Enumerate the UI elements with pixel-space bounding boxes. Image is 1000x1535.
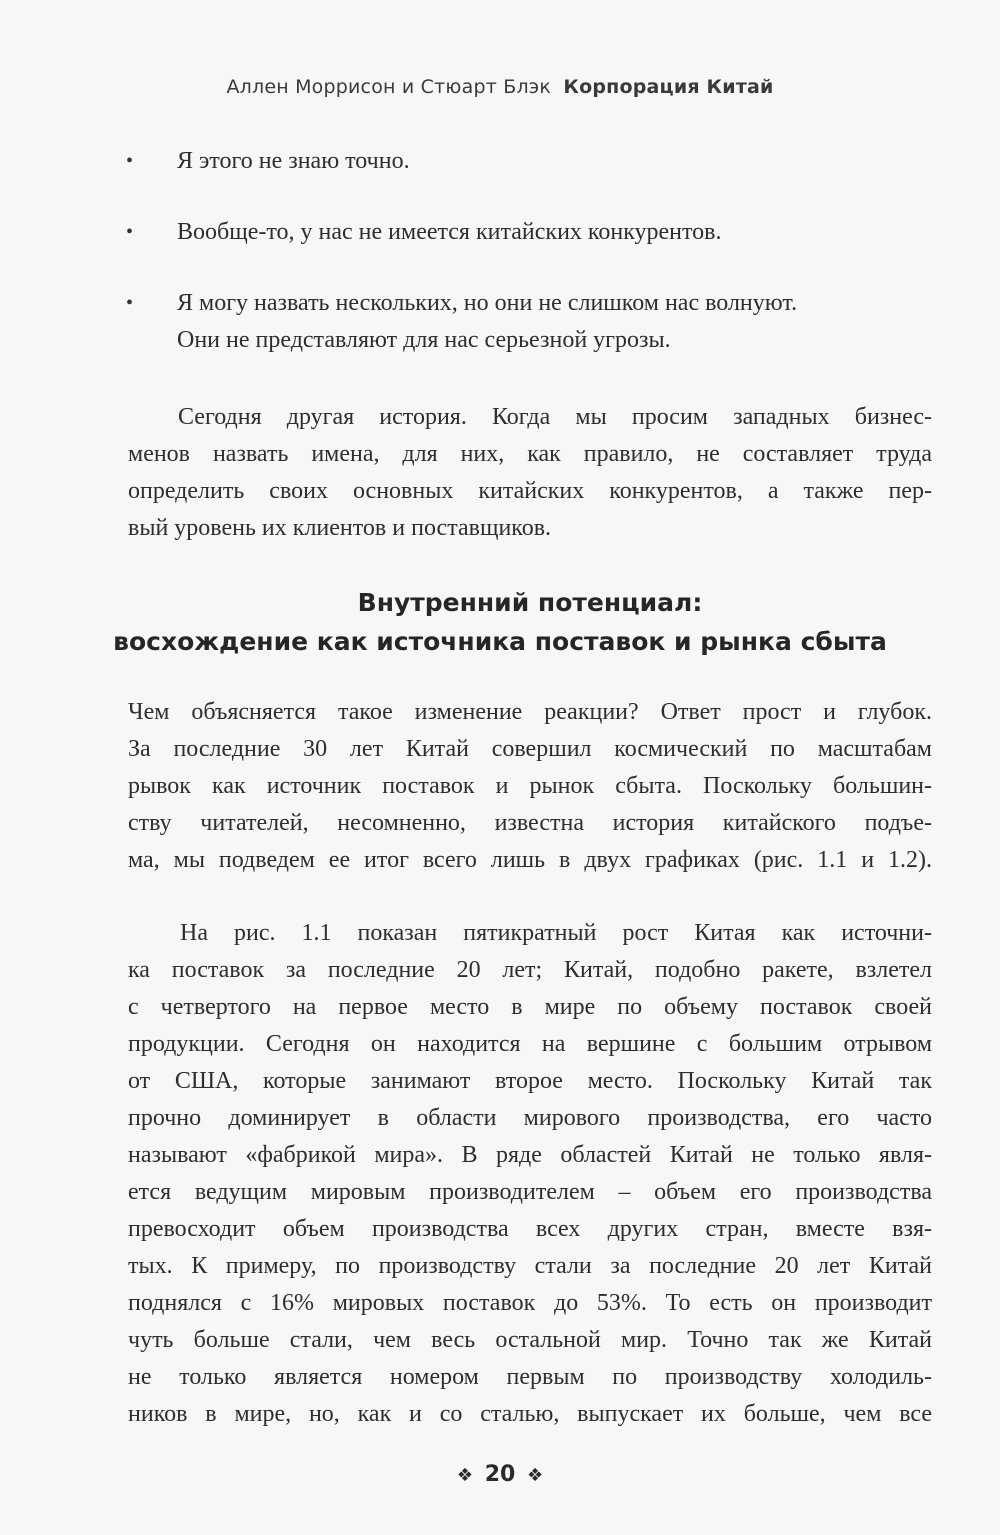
page-number — [0, 1462, 1000, 1487]
bullet-item — [120, 285, 932, 359]
ornament-icon: ❖ — [456, 1465, 474, 1486]
text-line: называют «фабрикой мира». В ряде областей Китай не только явля- — [128, 1142, 932, 1168]
bullet-text: Они не представляют для нас серьезной угрозы. — [177, 327, 671, 353]
bullet-list — [120, 143, 932, 393]
running-header — [0, 76, 1000, 98]
bullet-dot-icon: • — [126, 292, 134, 314]
text-line: рывок как источник поставок и рынок сбыта. Поскольку большин- — [128, 773, 932, 799]
text-line: вый уровень их клиентов и поставщиков. — [128, 515, 552, 541]
bullet-item — [120, 214, 932, 251]
text-line: ка поставок за последние 20 лет; Китай, подобно ракете, взлетел — [128, 957, 932, 983]
paragraph — [128, 399, 932, 547]
text-line: ется ведущим мировым производителем – объем его производства — [128, 1179, 932, 1205]
section-heading-line: Внутренний потенциал: — [357, 588, 703, 617]
text-line: Сегодня другая история. Когда мы просим западных бизнес- — [178, 404, 932, 430]
bullet-text: Я этого не знаю точно. — [177, 148, 410, 174]
text-line: продукции. Сегодня он находится на вершине с большим отрывом — [128, 1031, 932, 1057]
page-number-value: 20 — [484, 1462, 516, 1487]
text-line: тых. К примеру, по производству стали за последние 20 лет Китай — [128, 1253, 932, 1279]
text-line: На рис. 1.1 показан пятикратный рост Китая как источни- — [180, 920, 932, 946]
text-line: превосходит объем производства всех других стран, вместе взя- — [128, 1216, 932, 1242]
section-heading-line: восхождение как источника поставок и рынка сбыта — [113, 627, 887, 656]
text-line: ников в мире, но, как и со сталью, выпускает их больше, чем все — [128, 1401, 932, 1427]
text-line: от США, которые занимают второе место. Поскольку Китай так — [128, 1068, 932, 1094]
text-line: ству читателей, несомненно, известна история китайского подъе- — [128, 810, 932, 836]
text-line: прочно доминирует в области мирового производства, его часто — [128, 1105, 932, 1131]
header-book-title: Корпорация Китай — [563, 76, 774, 98]
text-line: не только является номером первым по производству холодиль- — [128, 1364, 932, 1390]
text-line: поднялся с 16% мировых поставок до 53%. То есть он производит — [128, 1290, 932, 1316]
paragraph — [128, 915, 932, 1433]
text-line: ма, мы подведем ее итог всего лишь в двух графиках (рис. 1.1 и 1.2). — [128, 847, 932, 873]
text-line: чуть больше стали, чем весь остальной мир. Точно так же Китай — [128, 1327, 932, 1353]
header-authors: Аллен Моррисон и Стюарт Блэк — [226, 76, 552, 98]
bullet-dot-icon: • — [126, 150, 134, 172]
text-line: с четвертого на первое место в мире по объему поставок своей — [128, 994, 932, 1020]
text-line: За последние 30 лет Китай совершил космический по масштабам — [128, 736, 932, 762]
text-line: определить своих основных китайских конкурентов, а также пер- — [128, 478, 932, 504]
ornament-icon: ❖ — [526, 1465, 544, 1486]
bullet-dot-icon: • — [126, 221, 134, 243]
paragraph — [128, 694, 932, 879]
bullet-item — [120, 143, 932, 180]
text-line: Чем объясняется такое изменение реакции? Ответ прост и глубок. — [128, 699, 932, 725]
text-line: менов назвать имена, для них, как правило, не составляет труда — [128, 441, 932, 467]
bullet-text: Вообще-то, у нас не имеется китайских конкурентов. — [177, 219, 722, 245]
bullet-text: Я могу назвать нескольких, но они не слишком нас волнуют. — [177, 290, 798, 316]
section-heading — [0, 583, 1000, 661]
